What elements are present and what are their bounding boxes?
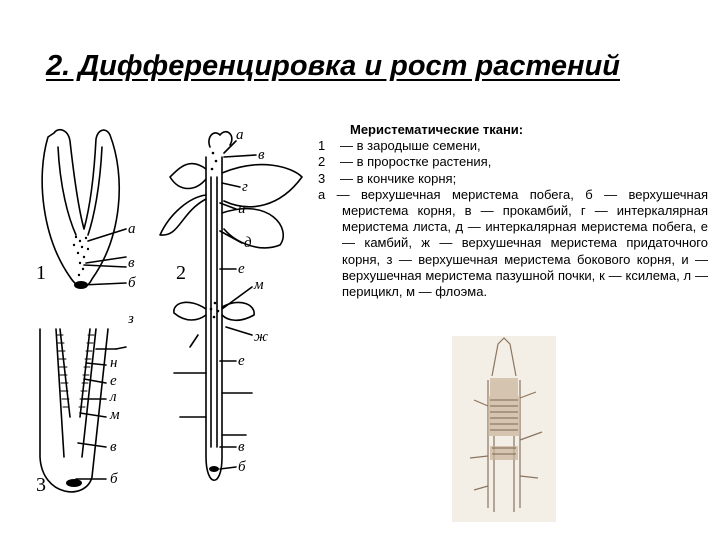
fig1-label-a: а: [128, 221, 136, 237]
fig3-number: 3: [36, 474, 46, 496]
fig1-label-b: б: [128, 275, 136, 291]
fig2-label-v: в: [258, 147, 265, 163]
fig3-label-z: з: [128, 311, 134, 327]
fig2-label-g: г: [242, 179, 248, 195]
fig3-label-v: в: [110, 439, 117, 455]
fig2-label-zh: ж: [254, 329, 268, 345]
list-item: [316, 154, 708, 170]
shoot-section-photo: [452, 336, 556, 522]
list-text: — в зародыше семени,: [340, 138, 481, 154]
fig1-number: 1: [36, 262, 46, 284]
list-item: [316, 138, 708, 154]
fig1-label-v: в: [128, 255, 135, 271]
fig3-label-n: н: [110, 355, 118, 371]
fig3-label-m: м: [110, 407, 120, 423]
fig2-label-a: а: [236, 127, 244, 143]
fig2-label-e2: е: [238, 353, 245, 369]
fig2-label-e1: е: [238, 261, 245, 277]
fig3-label-l: л: [110, 389, 117, 405]
fig2-label-d: д: [244, 235, 252, 251]
list-text: — в кончике корня;: [340, 170, 457, 186]
slide-title: 2. Дифференцировка и рост растений: [46, 50, 620, 82]
meristem-heading: Меристематические ткани:: [350, 122, 524, 137]
fig3-label-b: б: [110, 471, 118, 487]
list-text: — в проростке растения,: [340, 154, 492, 170]
list-item: [316, 171, 708, 187]
meristem-drawing: [30, 117, 316, 509]
list-number: 1: [318, 138, 326, 154]
figure-legend: а — верхушечная меристема побега, б — верхушечная меристема корня, в — прокамбий, г — интеркалярная меристема листа, д — интеркалярная меристема побега, е — камбий, ж — верхушечная меристема придаточного корня, з — верхушечная меристема бокового корня, и — верхушечная меристема пазушной почки, к — ксилема, л — перицикл, м — флоэма.: [318, 186, 708, 300]
list-number: 3: [318, 170, 326, 186]
fig2-number: 2: [176, 262, 186, 284]
fig2-label-v2: в: [238, 439, 245, 455]
fig3-label-e: е: [110, 373, 117, 389]
seedling-figure: [160, 132, 302, 481]
fig2-label-b: б: [238, 459, 246, 475]
list-number: 2: [318, 154, 326, 170]
root-tip-figure: [40, 329, 116, 492]
fig2-label-i: и: [238, 201, 246, 217]
fig2-label-m: м: [254, 277, 264, 293]
description-text: [316, 122, 708, 300]
